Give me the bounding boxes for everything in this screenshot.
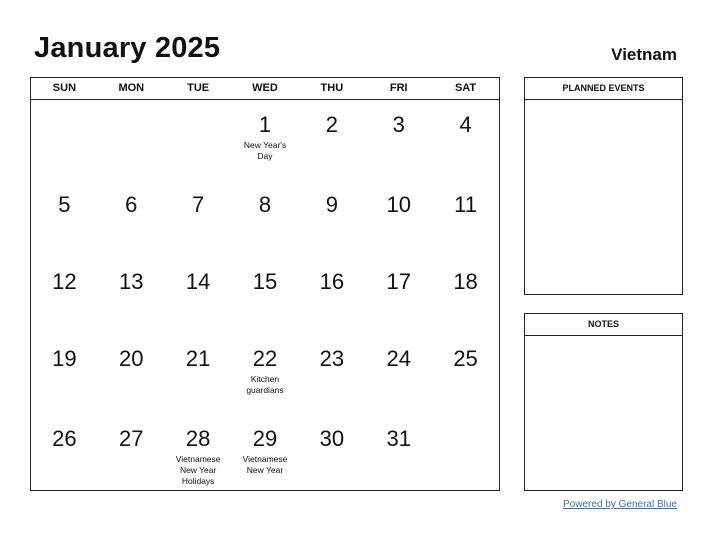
day-number: 12 [52,269,77,294]
day-number: 10 [386,192,411,217]
weekday-sun: SUN [52,82,77,94]
day-number: 29 [252,426,278,451]
day-cell [298,334,365,414]
day-cell [165,100,232,180]
day-cell [31,334,98,414]
powered-by-link[interactable]: Powered by General Blue [563,499,677,510]
day-cell [432,414,499,492]
day-cell [365,257,432,334]
day-cell [31,180,98,257]
day-number: 18 [453,269,478,294]
day-number: 24 [386,346,411,371]
notes-heading: NOTES [525,314,682,336]
day-cell [98,414,165,492]
day-cell [98,334,165,414]
holiday-label: Vietnamese New Year Holidays [175,454,221,486]
day-number: 25 [453,346,478,371]
day-number: 7 [192,192,205,217]
day-cell [232,414,299,492]
day-cell [298,414,365,492]
day-cell [365,334,432,414]
planned-events-box [524,77,683,295]
day-number: 27 [119,426,144,451]
day-number: 23 [319,346,345,371]
day-cell [31,414,98,492]
day-number: 1 [258,112,272,137]
day-number: 5 [58,192,71,217]
weekday-sat: SAT [454,82,477,94]
weekday-header-row [31,78,499,100]
day-cell [298,180,365,257]
planned-events-heading: PLANNED EVENTS [525,78,682,100]
day-cell [432,180,499,257]
weekday-thu: THU [320,82,344,94]
day-number: 21 [185,346,211,371]
page-title: January 2025 [34,32,221,64]
day-cell [31,257,98,334]
day-number: 16 [319,269,345,294]
notes-box [524,313,683,491]
weekday-fri: FRI [389,82,408,94]
day-number: 8 [258,192,272,217]
day-number: 9 [325,192,338,217]
day-number: 20 [119,346,144,371]
calendar-weeks [31,100,499,492]
day-number: 22 [252,346,278,371]
month-calendar-grid [30,77,500,491]
day-cell [31,100,98,180]
day-cell [165,334,232,414]
day-cell [232,334,299,414]
day-number: 6 [125,192,138,217]
day-cell [365,180,432,257]
day-number: 30 [319,426,345,451]
day-number: 31 [386,426,411,451]
day-cell [98,180,165,257]
day-cell [298,257,365,334]
day-number: 26 [52,426,77,451]
day-number: 13 [119,269,144,294]
day-number: 3 [392,112,405,137]
holiday-label: New Year's Day [243,140,287,161]
day-number: 4 [459,112,472,137]
weekday-mon: MON [118,82,145,94]
day-cell [298,100,365,180]
day-cell [98,100,165,180]
day-number: 14 [185,269,211,294]
day-cell [432,100,499,180]
day-number: 2 [325,112,338,137]
day-cell [432,334,499,414]
day-cell [432,257,499,334]
day-cell [165,257,232,334]
holiday-label: Vietnamese New Year [242,454,288,475]
day-cell [232,257,299,334]
day-cell [165,180,232,257]
country-label: Vietnam [611,45,677,64]
holiday-label: Kitchen guardians [246,374,284,395]
day-cell [232,180,299,257]
day-cell [98,257,165,334]
day-number: 15 [252,269,278,294]
day-cell [165,414,232,492]
day-cell [365,100,432,180]
day-cell [232,100,299,180]
day-number: 11 [454,192,477,217]
day-number: 17 [386,269,411,294]
day-number: 28 [185,426,211,451]
weekday-wed: WED [252,82,278,94]
day-cell [365,414,432,492]
weekday-tue: TUE [187,82,210,94]
day-number: 19 [52,346,77,371]
